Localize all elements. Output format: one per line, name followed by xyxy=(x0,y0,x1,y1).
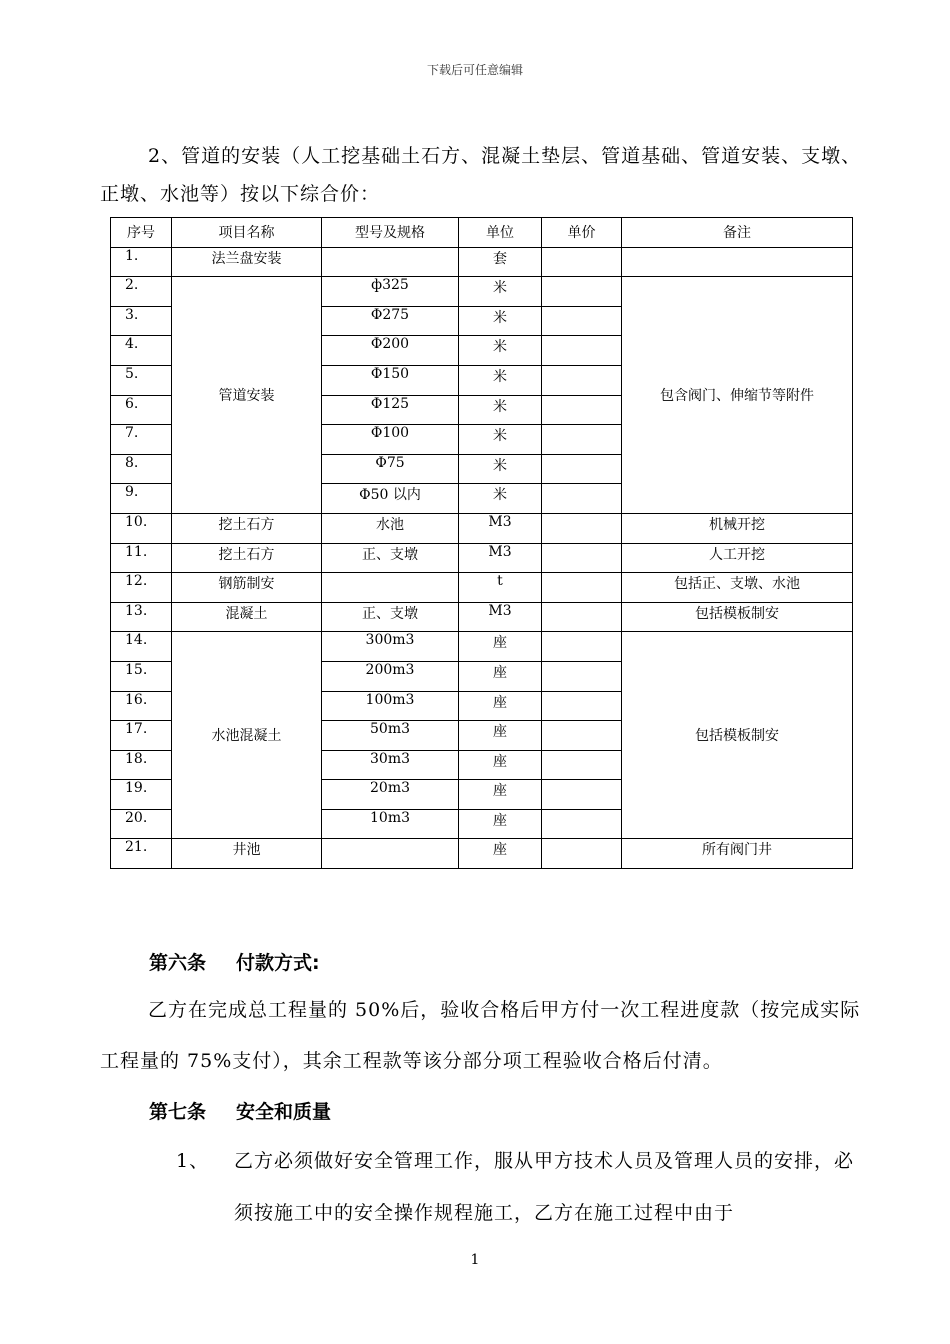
cell-price xyxy=(542,365,622,395)
cell-spec: Φ50 以内 xyxy=(322,484,459,514)
col-header-no: 序号 xyxy=(111,218,172,248)
article-6-paragraph: 乙方在完成总工程量的 50%后，验收合格后甲方付一次工程进度款（按完成实际工程量的 75%支付），其余工程款等该分部分项工程验收合格后付清。 xyxy=(100,999,861,1072)
table-row xyxy=(111,632,853,662)
cell-price xyxy=(542,809,622,839)
cell-no: 3. xyxy=(111,306,172,336)
cell-spec: 正、支墩 xyxy=(322,602,459,632)
cell-name-merged-pipe: 管道安装 xyxy=(172,277,322,514)
cell-unit: 座 xyxy=(459,839,542,869)
cell-no: 16. xyxy=(111,691,172,721)
cell-spec: ф325 xyxy=(322,277,459,307)
cell-spec xyxy=(322,247,459,277)
cell-unit: 米 xyxy=(459,365,542,395)
cell-unit: M3 xyxy=(459,602,542,632)
cell-price xyxy=(542,543,622,573)
cell-spec: Φ150 xyxy=(322,365,459,395)
cell-price xyxy=(542,484,622,514)
cell-spec: Φ200 xyxy=(322,336,459,366)
cell-unit: 米 xyxy=(459,395,542,425)
cell-spec: 50m3 xyxy=(322,721,459,751)
intro-paragraph: 2、管道的安装（人工挖基础土石方、混凝土垫层、管道基础、管道安装、支墩、正墩、水池等）按以下综合价： xyxy=(100,145,862,205)
cell-spec: 正、支墩 xyxy=(322,543,459,573)
cell-price xyxy=(542,306,622,336)
cell-no: 7. xyxy=(111,425,172,455)
cell-unit: 座 xyxy=(459,691,542,721)
cell-unit: 米 xyxy=(459,306,542,336)
cell-unit: 米 xyxy=(459,336,542,366)
cell-note: 所有阀门井 xyxy=(622,839,853,869)
cell-spec: Φ100 xyxy=(322,425,459,455)
cell-unit: 米 xyxy=(459,425,542,455)
cell-price xyxy=(542,721,622,751)
cell-no: 9. xyxy=(111,484,172,514)
cell-price xyxy=(542,425,622,455)
cell-price xyxy=(542,632,622,662)
cell-no: 18. xyxy=(111,750,172,780)
cell-spec: 30m3 xyxy=(322,750,459,780)
cell-spec: 10m3 xyxy=(322,809,459,839)
cell-spec: 100m3 xyxy=(322,691,459,721)
price-table xyxy=(110,217,853,869)
cell-price xyxy=(542,661,622,691)
cell-price xyxy=(542,513,622,543)
cell-spec: Φ75 xyxy=(322,454,459,484)
cell-price xyxy=(542,602,622,632)
cell-name-merged-pool: 水池混凝土 xyxy=(172,632,322,839)
cell-price xyxy=(542,454,622,484)
cell-no: 15. xyxy=(111,661,172,691)
cell-note: 包括正、支墩、水池 xyxy=(622,573,853,603)
table-header-row xyxy=(111,218,853,248)
cell-no: 4. xyxy=(111,336,172,366)
article-6-label: 第六条 xyxy=(149,952,207,974)
col-header-note: 备注 xyxy=(622,218,853,248)
cell-price xyxy=(542,395,622,425)
cell-unit: 座 xyxy=(459,750,542,780)
cell-unit: M3 xyxy=(459,543,542,573)
cell-unit: 座 xyxy=(459,632,542,662)
cell-name: 混凝土 xyxy=(172,602,322,632)
cell-unit: t xyxy=(459,573,542,603)
cell-unit: 米 xyxy=(459,484,542,514)
cell-name: 钢筋制安 xyxy=(172,573,322,603)
cell-price xyxy=(542,750,622,780)
cell-price xyxy=(542,247,622,277)
cell-note xyxy=(622,247,853,277)
article-7-label: 第七条 xyxy=(149,1101,207,1123)
cell-no: 17. xyxy=(111,721,172,751)
cell-no: 1. xyxy=(111,247,172,277)
cell-name: 挖土石方 xyxy=(172,513,322,543)
cell-spec: 水池 xyxy=(322,513,459,543)
cell-name: 挖土石方 xyxy=(172,543,322,573)
cell-spec: 300m3 xyxy=(322,632,459,662)
table-row xyxy=(111,543,853,573)
cell-spec: 200m3 xyxy=(322,661,459,691)
cell-unit: 座 xyxy=(459,780,542,810)
cell-price xyxy=(542,780,622,810)
cell-unit: 米 xyxy=(459,277,542,307)
cell-no: 19. xyxy=(111,780,172,810)
cell-name: 井池 xyxy=(172,839,322,869)
table-row xyxy=(111,602,853,632)
cell-price xyxy=(542,573,622,603)
cell-note-merged-pool: 包括模板制安 xyxy=(622,632,853,839)
cell-price xyxy=(542,839,622,869)
cell-spec: Φ125 xyxy=(322,395,459,425)
article-6-heading xyxy=(149,948,320,975)
cell-no: 12. xyxy=(111,573,172,603)
cell-no: 13. xyxy=(111,602,172,632)
item-number: 1、 xyxy=(176,1150,210,1172)
cell-no: 10. xyxy=(111,513,172,543)
cell-no: 8. xyxy=(111,454,172,484)
cell-note-merged-pipe: 包含阀门、伸缩节等附件 xyxy=(622,277,853,514)
cell-no: 5. xyxy=(111,365,172,395)
table-row xyxy=(111,247,853,277)
cell-name: 法兰盘安装 xyxy=(172,247,322,277)
cell-note: 机械开挖 xyxy=(622,513,853,543)
article-7-title: 安全和质量 xyxy=(236,1101,332,1123)
cell-spec xyxy=(322,573,459,603)
cell-spec: Φ275 xyxy=(322,306,459,336)
page-number: 1 xyxy=(470,1252,480,1268)
cell-price xyxy=(542,336,622,366)
cell-note: 人工开挖 xyxy=(622,543,853,573)
col-header-name: 项目名称 xyxy=(172,218,322,248)
table-row xyxy=(111,839,853,869)
cell-unit: 米 xyxy=(459,454,542,484)
cell-no: 20. xyxy=(111,809,172,839)
article-7-item-1 xyxy=(176,1135,866,1239)
col-header-spec: 型号及规格 xyxy=(322,218,459,248)
cell-spec xyxy=(322,839,459,869)
header-note: 下载后可任意编辑 xyxy=(426,63,523,77)
cell-no: 21. xyxy=(111,839,172,869)
table-row xyxy=(111,513,853,543)
col-header-unit: 单位 xyxy=(459,218,542,248)
col-header-price: 单价 xyxy=(542,218,622,248)
cell-unit: 座 xyxy=(459,721,542,751)
article-6-title: 付款方式: xyxy=(236,952,320,974)
article-7-heading xyxy=(149,1097,331,1124)
table-row xyxy=(111,277,853,307)
cell-no: 6. xyxy=(111,395,172,425)
cell-spec: 20m3 xyxy=(322,780,459,810)
cell-unit: 座 xyxy=(459,809,542,839)
cell-price xyxy=(542,277,622,307)
cell-price xyxy=(542,691,622,721)
cell-unit: M3 xyxy=(459,513,542,543)
cell-no: 11. xyxy=(111,543,172,573)
item-text: 乙方必须做好安全管理工作，服从甲方技术人员及管理人员的安排，必须按施工中的安全操作规程施工，乙方在施工过程中由于 xyxy=(234,1150,855,1224)
cell-unit: 套 xyxy=(459,247,542,277)
cell-no: 14. xyxy=(111,632,172,662)
cell-no: 2. xyxy=(111,277,172,307)
table-row xyxy=(111,573,853,603)
cell-unit: 座 xyxy=(459,661,542,691)
cell-note: 包括模板制安 xyxy=(622,602,853,632)
